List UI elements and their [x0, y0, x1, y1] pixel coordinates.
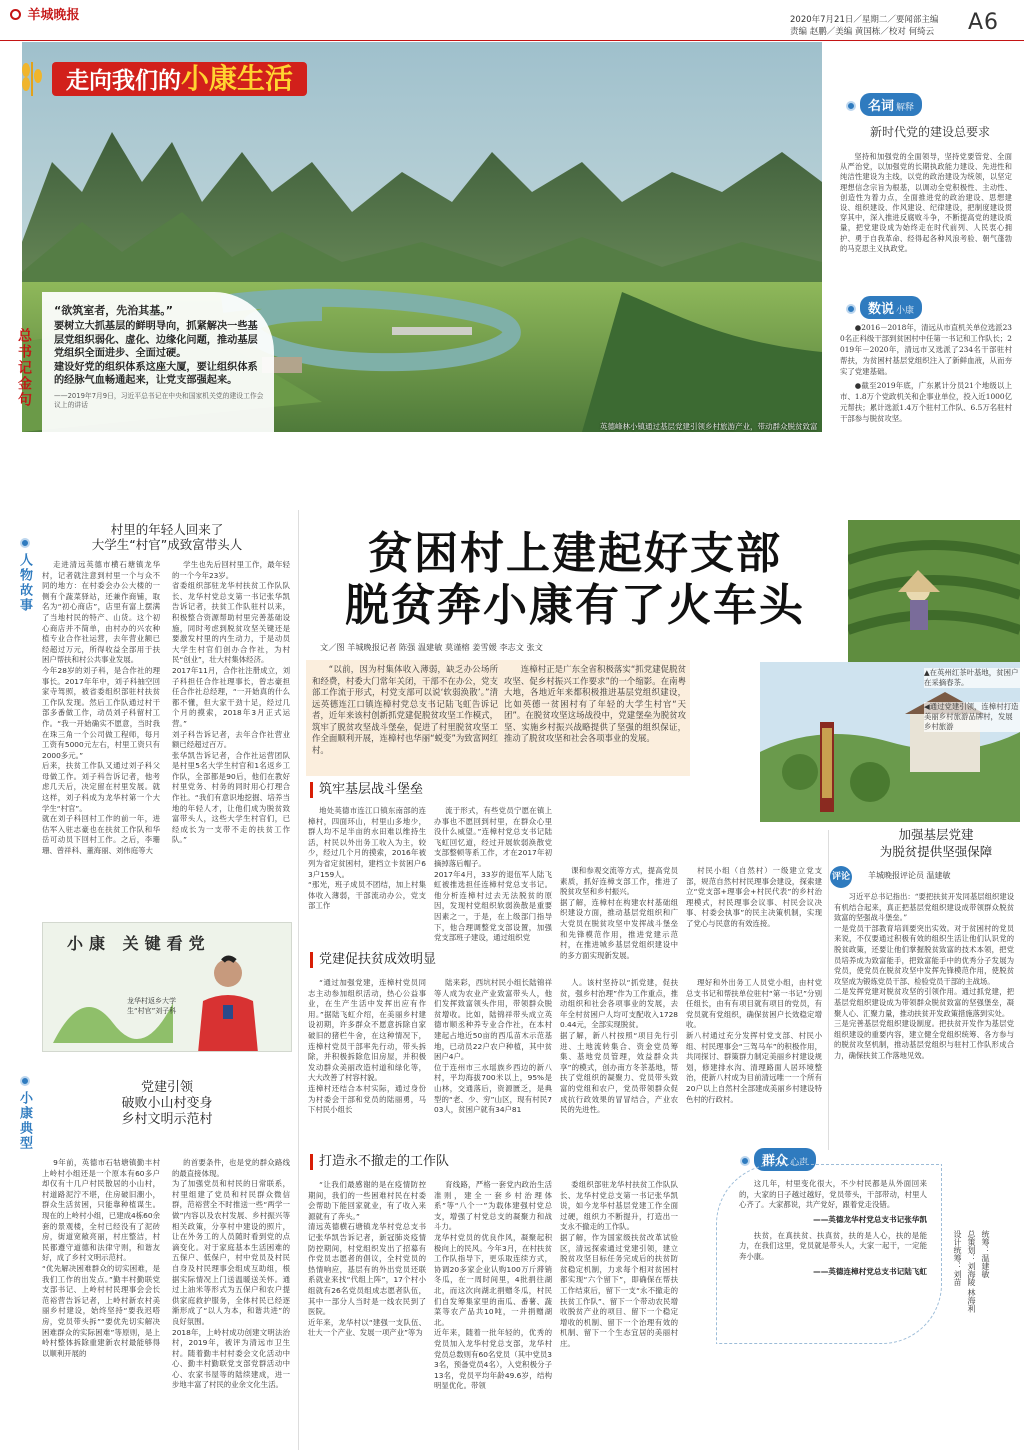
quote-label: 总书记金句: [16, 328, 32, 408]
sec2-col3: 人。该村坚持以“抓党建，促扶贫，强乡村治理”作为工作重点，推动组织和社会各项事业的发展，去年全村贫困户人均可支配收入17280.44元，全部实现脱贫。 据了解，新八村按照“项目先行引进、土地流转集合、资金党员筹集、基地党员管理，效益群众共享”的模式，创办南方冬茶基地，帮扶了党组织的凝聚力、党员带头致富的党组和农户，党员带领群众促成抗行政效果的冒冒结合，产业农民的先进性。: [560, 978, 678, 1115]
kicker-emph: 小康生活: [181, 62, 294, 95]
sec1-col2: 流于形式，有些党员宁愿在镇上办事也不愿回到村里，在群众心里没什么威望。”连樟村党总支书记陆飞虹回忆道，经过开展软弱涣散党支部整顿等系工作，才在2017年初摘掉落后帽子。 2017年4月，33岁的退伍军人陆飞虹被推选担任连樟村党总支书记。他分析连樟村过去无法脱贫的原因，发现村党组织软弱涣散是重要因素之一，于是，在上级部门指导下，他合理调整党支部设置，加强党支部班子建设，通过组织党: [434, 806, 552, 943]
renwu-title: 村里的年轻人回来了 大学生“村官”成致富带头人: [91, 522, 243, 552]
sec1-col1: 地处英德市连江口镇东南部的连樟村，四面环山，村里山多地少，群人均不足半亩的水田难以维持生活，村民以外出务工收入为主，较少，经过几个月的摸索，2016年被列为省定贫困村，建档立卡贫困户63户159人。 “那光，班子成员不团结，加上村集体收入薄弱，干部流动办公，党支部工作: [308, 806, 426, 911]
intro-col2: 连樟村正是广东全省积极落实“抓党建促脱贫攻坚、促乡村振兴工作要求”的一个缩影。在南粤大地，各地近年来都积极推进基层党组织建设，比如英德一贫困村有了年轻的大学生村官“天团”。在脱贫攻坚这场战役中，党建堡垒为脱贫攻坚、实施乡村振兴战略提供了坚强的组织保证，推动了脱贫攻坚和社会各项事业的发展。: [504, 664, 686, 743]
quote-body: 要树立大抓基层的鲜明导向，抓紧解决一些基层党组织弱化、虚化、边缘化问题，推动基层党组织全面进步、全面过硬。 建设好党的组织体系这座大厦，要让组织体系的经脉气血畅通起来，让党支部强起来。: [54, 321, 258, 386]
renwu-col1: 走进清远英德市横石塘镇龙华村，记者就注意到村里一个与众不同的地方：在村委会办公大楼的一侧有个蔬菜驿站，还兼作商铺，取名为“初心商店”，店里有富上摆满了当地村民的特产、山货。这个初心商店并不简单，由村办的兴农种植专业合作社运营，去年营业额已经超过万元，所得收益全部用于扶困户帮扶和村公共事业发展。 今年28岁的刘子科，是合作社的理事长。2017年年中，刘子科抽空回家寺驾照，被省委组织部驻村扶贫工作队发现。然后工作队通过村干部多番做工作，动员刘子科留村工作。“我一开始确实不愿意，当时我在珠三角一个公司做工程师，每月工资有5000元左右，村里工资只有2000多元。” 后来，扶贫工作队又通过刘子科父母做工作。刘子科告诉记者，他考虑几天后，决定留在村里发展。就这样，刘子科成为龙华村第一个大学生“村官”。 就在刘子科回村工作的前一年，进估军入驻志豪也在扶贫工作队和华岳可动员下回村工作。之后，李珊珊、曾祥科、董海丽、刘伟庭等大: [42, 560, 160, 856]
person-figure: [183, 953, 273, 1052]
sec2-col1: “通过加强党建，连樟村党员同志主动参加组织活动，热心公益事业，在生产生活中发挥出应有作用。”据陆飞虹介绍，在美丽乡村建设初期，许多群众不愿意拆除自家破旧的猪栏牛舍，在这种情况下，连樟村党员干部率先行动，带头拆除，并积极拆除危旧房屋，并积极发动群众美丽改造村道和绿化等，大大改善了村容村貌。 连樟村还结合本村实际，通过身份为村委会干部和党员的陆丽勇，马下村民小组长: [308, 978, 426, 1115]
qunzhong-s2: ——英德连樟村党总支书记陆飞虹: [813, 1266, 927, 1276]
pinglun-badge: 评论: [830, 866, 852, 888]
sec1-col4: 村民小组（自然村）一级建立党支部，规范自然村村民理事会建设，探索建立“党支部+理事会+村民代表”的乡村治理模式，村民理事会议事、村民会议决事、村委会执事”的民主决策机制，实现了党心与民意的有效连接。: [686, 866, 822, 928]
sec3-col1: “让我们最感谢的是在疫情防控期间，我们的一些困难村民在村委会帮助下能回家就业，有了收入来源就有了奔头。” 清远英德横石塘镇龙华村党总支书记张华凯告诉记者，新冠肺炎疫情防控期间，村党组织发出了招募有作党员志愿者的倡议，全村党员的热情响应，基层有的外出党员还联系就业来找“代组上阵”，17个村小组就有26名党员组成志愿者队伍，其中一部分人当时是一线农民到了医院。 近年来，龙华村以“建强一支队伍、壮大一个产业、发展一项产业”等为: [308, 1180, 426, 1338]
section1-title: 筑牢基层战斗堡垒: [310, 782, 423, 798]
header-info: 2020年7月21日／星期二／要闻部主编 责编 赵鹏／美编 黄国栋／校对 何绮云: [790, 15, 939, 37]
sec2-col4: 理好和外出务工人员党小组，由村党总支书记和帮扶单位驻村“第一书记”分别任组长，由有有项目就有项目的党员，有党员就有党组织，确保贫困户长效稳定增收。 新八村通过充分发挥村党支部、村民小组、村民理事会“三驾马车”的积极作用，共同探讨、群策群力制定美丽乡村建设规划，修建排水沟、清理路面人居环境整治，使新八村成为目前清远唯一一个所有20户以上自然村全部建成美丽乡村建设特色村的行政村。: [686, 978, 822, 1104]
byline: 文／图 羊城晚报记者 陈强 温建敏 莫谨榕 姜雪媛 李志文 张文: [320, 642, 543, 652]
mingci-badge: 名词 解释: [846, 93, 922, 116]
side-caption-1: ▲在英州红茶叶基地，贫困户在采摘春茶。: [924, 668, 1019, 687]
tea-photo: [848, 520, 1020, 665]
xiaokang-label: 小康典型: [12, 1072, 38, 1151]
sec2-col2: 陆来彩，西坑村民小组长陆锦祥等人成为农业产业致富带头人，他们发挥致富领头作用，带领群众脱贫增收。比如，陆锦祥带头成立英德市顺丞种养专业合作社，在本村建起占地近50亩的西瓜苗木示范基地，已动员22户农户种植，其中贫困户4户。 位于连州市三水瑶族乡西边的新八村，平均海拔700米以上，95%是山林，交通落后，资源匮乏，是典型的“老、少、穷”山区，现有村民703人，贫困户就有34户81: [434, 978, 552, 1115]
shuju-p1: ●2016－2018年，清远从市直机关单位选派230名正科级干部到贫困村中任第一书记和工作队长；2019年－2020年，清远市又选派了234名干部驻村帮扶，为贫困村基层党组织注入了新鲜血液，从而夯实了党建基础。: [840, 323, 1012, 376]
renwu-label: 人物故事: [12, 534, 38, 613]
credits-col1: 统筹：温建敏: [981, 1230, 990, 1278]
credits-col2: 总策划：刘海陵 林海利: [967, 1230, 976, 1313]
logo: 羊城晚报: [10, 4, 80, 23]
kicker-banner: [14, 48, 374, 108]
quote-title: “欲筑室者，先治其基。”: [54, 304, 173, 317]
headline-line1: 贫困村上建起好支部: [368, 528, 782, 579]
column-rule: [298, 510, 299, 1450]
intro-col1: “以前，因为村集体收入薄弱，缺乏办公场所和经费，村委大门常年关闭，干部不在办公，党支部工作流于形式，村党支部可以说‘软弱涣散’。”清远英德连江口镇连樟村党总支书记陆飞虹告诉记者，近年来该村创新抓党建促脱贫攻坚工作模式，筑牢了脱贫攻坚战斗堡垒，促进了村里脱贫攻坚工作全面顺利开展，连樟村也华丽“蜕变”为致富网红村。: [312, 664, 498, 755]
renwu-photo-caption: 龙华村返乡大学生“村官”刘子科: [127, 997, 177, 1015]
section2-title: 党建促扶贫成效明显: [310, 952, 436, 968]
credits: [950, 1230, 992, 1330]
pinglun-body: 习近平总书记指出：“要把扶贫开发同基层组织建设有机结合起来，真正把基层党组织建设成带领群众脱贫致富的坚强战斗堡垒。” 一是党员干部教育培训要突出实效。对于贫困村的党员来说，不仅要通过积极有效的组织生活让他们认识党的脱贫政策，还要让他们掌握脱贫致富的技术本领，把党员培养成为致富能手，把致富能手中的优秀分子发展为党员，使党员在脱贫攻坚中发挥先锋模范作用，使脱贫攻坚成为锻炼党员干部、检验党员干部的主战场。 二是发挥党建对脱贫攻坚的引领作用。通过抓党建，把基层党组织建设成为带领群众脱贫致富的坚强堡垒，凝聚人心、汇聚力量，推动扶贫开发政策措施落到实处。 三是完善基层党组织建设制度。把扶贫开发作为基层党组织建设的重要内容，建立健全党组织统筹、各方参与的脱贫攻坚机制，推动基层党组织与驻村工作队形成合力，确保扶贫工作落地见效。: [834, 892, 1014, 1060]
sec3-col2: 育线路，严格一套党内政治生活准则，建全一套乡村治理体系”等“八个一”为载体建强村党总支，增强了村党总支的凝聚力和战斗力。 龙华村党员的优良作风，凝聚起积极向上的民风。今年3月，在村扶贫工作队指导下，更乐取连续方式，协调20多家企业认购100万斤滞销冬瓜，在一周时间里，4批捐往湖北，而这次向湖北捐赠冬瓜，村民们自发筹集家里的南瓜、番薯、蔬菜等农产品共10吨，一并捐赠湖北。 近年来，随着一批年轻的，优秀的党员加入龙华村党总支部，龙华村党员总数则有60名党员（其中党员33名，预备党员4名），入党积极分子13名，党员平均年龄49.6岁，结构明显优化。带领: [434, 1180, 552, 1391]
column-rule: [828, 830, 829, 1150]
slogan-wall: 小康 关键看党: [67, 934, 211, 953]
side-caption-2: ◀通过党建引领，连樟村打造美丽乡村旅游品牌村，发展乡村旅游: [924, 702, 1019, 731]
pinglun-title: 加强基层党建 为脱贫提供坚强保障: [879, 827, 993, 859]
photo-caption: 英德峰林小镇通过基层党建引领乡村旅游产业，带动群众脱贫致富: [600, 422, 818, 431]
qunzhong-s1: ——英德龙华村党总支书记张华凯: [813, 1214, 927, 1224]
shuju-body: [840, 322, 1012, 498]
page-number: A6: [968, 10, 1000, 35]
sec1-col3: 课和参观交流等方式，提高党员素质，抓好连樟支部工作，推进了脱贫攻坚和乡村振兴。 据了解，连樟村在构建农村基础组织建设方面，推动基层党组织和广大党员在脱贫攻坚中发挥战斗堡垒和先锋模范作用，推进党建示范村，在推进城乡基层党组织建设中的多方面实现新发展。: [560, 866, 678, 960]
mingci-title: 新时代党的建设总要求: [870, 125, 991, 139]
headline-line2: 脱贫奔小康有了火车头: [345, 580, 805, 631]
xiaokang-col2: 的首要条件，也是党的群众路线的最直接体现。 为了加强党员和村民的日常联系，村里组建了党员和村民群众微信群，范裕营全不时推送一些“两学一做”内容以及农村发展、乡村振兴等相关政策，分享村中建设的照片，让在外务工的人员随时看到党的点滴变化。对于家庭基本生活困难的五保户、低保户，村中党员及村民自身及村民理事会组成互助组，根据实际情况上门送温暖送关怀。通过上油米等形式为五保户和农户提供家庭救护服务，全体村民已经逐渐形成了“以人为本，和谐共进”的良好氛围。 2018年，上岭村成功创建文明法治村，2019年，被评为清远市卫生村。随着勤丰村村委会文化活动中心、勤丰村勤联党支部党群活动中心、农家书屋等的陆续建成，进一步地丰富了村民的业余文化生活。: [172, 1158, 290, 1390]
kicker-prefix: 走向我们的: [66, 67, 181, 94]
xiaokang-title: 党建引领 破败小山村变身 乡村文明示范村: [121, 1080, 213, 1127]
xiaokang-col1: 9年前，英德市石牯塘镇勤丰村上岭村小组还是一个原本有60多户却仅有十几户村民散居的小山村，村道路泥泞不堪，住房破旧潮小，群众生活贫困，只能靠种植谋生。现在的上岭村小组，已建成4栋60余套的景观楼，全村已经没有了泥砖房，街道宽敞亮丽，村庄整洁，村民都遵守道德和法律守则，和谐友好，成了乡村文明示范村。 “优先解决困难群众的切实困难，是我们工作的出发点。”勤丰村勤联党支部书记、上岭村村民理事会会长范裕营告诉记者，上岭村新农村美丽乡村建设，始终坚持“要我迟嗒房，党员带头拆”“要优先切实解决困难群众的实际困难”等原则，是上岭村整体拆除重建新农村最能够得以顺利开展的: [42, 1158, 160, 1358]
shuju-p2: ●截至2019年底，广东累计分员21个地级以上市、1.8万个党政机关和企事业单位，投入近1000亿元帮扶；累计选派1.4万个驻村工作队、6.5万名驻村干部参与脱贫攻坚。: [840, 381, 1012, 423]
sec3-col3: 委组织部驻龙华村扶贫工作队队长、龙华村党总支第一书记张华凯说，如今龙华村基层党建工作全面过硬，组织力不断提升，打造出一支永不撤走的工作队。 据了解，作为国家级扶贫改革试验区，清远探索通过党建引领，建立脱贫攻坚目标任务完成后的扶贫防贫稳定机制，力求每个相对贫困村都实现“六个留下”，即确保在帮扶工作结束后，留下一支“永不撤走的扶贫工作队”、留下一个带动农民增收脱贫产业的项目、留下一个稳定增收的机制、留下一个治理有效的机制、留下一个生态宜居的美丽村庄。: [560, 1180, 678, 1348]
qunzhong-box: [716, 1164, 942, 1344]
tea-field-image: [848, 520, 1020, 665]
main-headline: [290, 528, 860, 632]
credits-col3: 设计统筹：刘苗: [953, 1230, 962, 1286]
shuju-badge: 数说 小康: [846, 296, 922, 319]
renwu-photo: [42, 922, 292, 1052]
pinglun-author: 羊城晚报评论员 温建敏: [868, 871, 951, 880]
quote-box: [42, 292, 274, 444]
logo-icon: [10, 9, 21, 20]
qunzhong-p1: 这几年，村里变化很大，不少村民都是从外面回来的，大家的日子越过越好，党员带头，干部带动，村里人心齐了。大家都说，共产党好，跟着党走没错。: [739, 1179, 927, 1210]
header-rule: [0, 40, 1024, 41]
renwu-col2: 学生也先后回村里工作，最年轻的一个今年23岁。 省委组织部驻龙华村扶贫工作队队长、龙华村党总支第一书记张华凯告诉记者，扶贫工作队驻村以来，积极整合资源帮助村里完善基础设施，同时考虑到脱贫攻坚关键还是要激发村里的内生动力，于是动员大学生村官们创办合作社，为村民“创业”，壮大村集体经济。 2017年11月，合作社注册成立，刘子科担任合作社理事长，曾志豪担任合作社总经理，“一开始真的什么都不懂，但大家干劲十足，经过几个月的摸索，2018年3月正式运营。” 刘子科告诉记者，去年合作社营业额已经超过百万。 张华凯告诉记者，合作社运营团队是村里5名大学生村官和1名返乡工作队，全部都是90后，他们在教好村里党务、村务的同时用心打理合作社。“我们有意识地挖掘、培养当地的年轻人才，让他们成为脱贫致富带头人，这些大学生村官们，已经成长为一支带不走的扶贫工作队。”: [172, 560, 290, 845]
mingci-body: 坚持和加强党的全面领导，坚持党要管党、全面从严治党，以加强党的长期执政能力建设、先进性和纯洁性建设为主线，以党的政治建设为统领，以坚定理想信念宗旨为根基，以调动全党积极性、主动性、创造性为着力点，全面推进党的政治建设、思想建设、组织建设、作风建设、纪律建设，把制度建设贯穿其中，深入推进反腐败斗争，不断提高党的建设质量，把党建设成为始终走在时代前列、人民衷心拥护、勇于自我革命、经得起各种风浪考验、朝气蓬勃的马克思主义执政党。: [840, 152, 1012, 253]
quote-source: ——2019年7月9日，习近平总书记在中央和国家机关党的建设工作会议上的讲话: [54, 391, 264, 409]
qunzhong-badge: 群众 心声: [740, 1148, 816, 1171]
qunzhong-p2: 扶贫，在真扶贫、扶真贫，扶的是人心，扶的是能力，在我们这里，党员就是带头人，大家一起干，一定能奔小康。: [739, 1230, 927, 1261]
wheat-icon: [14, 56, 50, 96]
section3-title: 打造永不撤走的工作队: [310, 1154, 449, 1170]
